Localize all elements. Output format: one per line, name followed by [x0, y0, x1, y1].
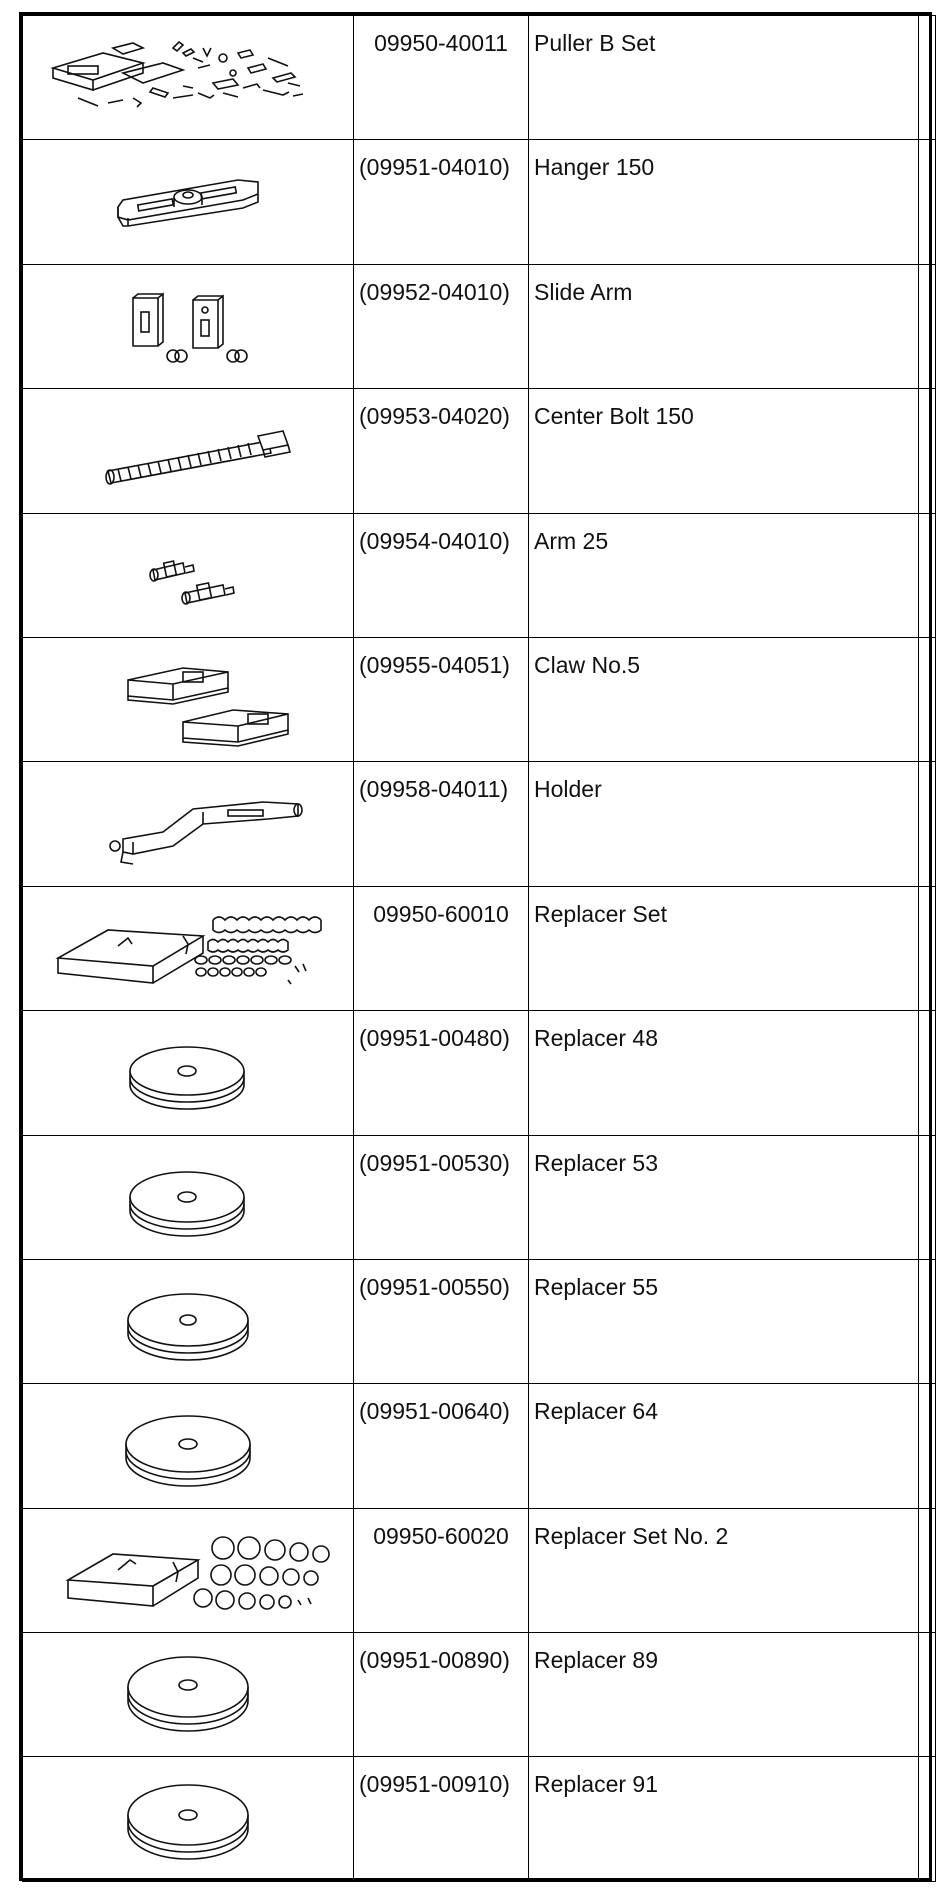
table-row — [23, 762, 936, 886]
empty-cell — [919, 1011, 936, 1135]
tool-illustration-cell — [23, 762, 354, 886]
empty-cell — [919, 389, 936, 513]
arm-icon — [33, 525, 343, 625]
tool-illustration-cell — [23, 1757, 354, 1881]
replacer-disc-icon — [33, 1272, 343, 1372]
empty-cell — [919, 762, 936, 886]
tool-illustration-cell — [23, 886, 354, 1010]
tool-illustration-cell — [23, 140, 354, 264]
tool-name: Replacer 48 — [529, 1011, 919, 1135]
tool-name: Center Bolt 150 — [529, 389, 919, 513]
tool-name: Hanger 150 — [529, 140, 919, 264]
tool-name: Puller B Set — [529, 16, 919, 140]
tool-illustration-cell — [23, 1135, 354, 1259]
replacer-set-icon — [33, 1520, 343, 1620]
part-number: (09951-00550) — [354, 1259, 529, 1383]
empty-cell — [919, 1633, 936, 1757]
replacer-disc-icon — [33, 1645, 343, 1745]
tool-name: Replacer Set No. 2 — [529, 1508, 919, 1632]
tool-illustration-cell — [23, 1259, 354, 1383]
part-number: (09955-04051) — [354, 637, 529, 761]
empty-cell — [919, 16, 936, 140]
center-bolt-icon — [33, 401, 343, 501]
table-row — [23, 16, 936, 140]
table-row — [23, 886, 936, 1010]
holder-icon — [33, 774, 343, 874]
table-row — [23, 1508, 936, 1632]
tool-name: Claw No.5 — [529, 637, 919, 761]
slide-arm-icon — [33, 276, 343, 376]
replacer-disc-icon — [33, 1396, 343, 1496]
special-tools-table — [19, 12, 932, 1881]
tool-illustration-cell — [23, 389, 354, 513]
tools-table — [22, 15, 936, 1882]
part-number: (09951-04010) — [354, 140, 529, 264]
table-row — [23, 140, 936, 264]
claw-icon — [33, 650, 343, 750]
replacer-disc-icon — [33, 1769, 343, 1869]
tool-name: Replacer 55 — [529, 1259, 919, 1383]
empty-cell — [919, 140, 936, 264]
tool-name: Slide Arm — [529, 264, 919, 388]
tool-name: Replacer Set — [529, 886, 919, 1010]
tool-illustration-cell — [23, 1508, 354, 1632]
part-number: (09954-04010) — [354, 513, 529, 637]
empty-cell — [919, 886, 936, 1010]
tool-illustration-cell — [23, 1633, 354, 1757]
table-row — [23, 389, 936, 513]
tool-illustration-cell — [23, 1011, 354, 1135]
tool-name: Holder — [529, 762, 919, 886]
part-number: 09950-40011 — [354, 16, 529, 140]
replacer-set-icon — [33, 898, 343, 998]
empty-cell — [919, 1135, 936, 1259]
table-row — [23, 1259, 936, 1383]
tool-illustration-cell — [23, 264, 354, 388]
tool-illustration-cell — [23, 1384, 354, 1508]
empty-cell — [919, 513, 936, 637]
tool-illustration-cell — [23, 513, 354, 637]
part-number: (09951-00480) — [354, 1011, 529, 1135]
part-number: (09951-00640) — [354, 1384, 529, 1508]
part-number: (09953-04020) — [354, 389, 529, 513]
hanger-icon — [33, 152, 343, 252]
table-row — [23, 1757, 936, 1881]
tool-illustration-cell — [23, 637, 354, 761]
part-number: 09950-60020 — [354, 1508, 529, 1632]
table-row — [23, 1011, 936, 1135]
tool-illustration-cell — [23, 16, 354, 140]
part-number: (09951-00530) — [354, 1135, 529, 1259]
part-number: (09958-04011) — [354, 762, 529, 886]
part-number: (09951-00910) — [354, 1757, 529, 1881]
empty-cell — [919, 637, 936, 761]
tool-name: Arm 25 — [529, 513, 919, 637]
table-row — [23, 1633, 936, 1757]
replacer-disc-icon — [33, 1023, 343, 1123]
table-row — [23, 637, 936, 761]
tool-name: Replacer 53 — [529, 1135, 919, 1259]
tool-name: Replacer 89 — [529, 1633, 919, 1757]
empty-cell — [919, 1757, 936, 1881]
table-row — [23, 513, 936, 637]
empty-cell — [919, 1508, 936, 1632]
table-row — [23, 1384, 936, 1508]
replacer-disc-icon — [33, 1147, 343, 1247]
tool-name: Replacer 91 — [529, 1757, 919, 1881]
table-row — [23, 1135, 936, 1259]
empty-cell — [919, 1384, 936, 1508]
puller-set-icon — [33, 28, 343, 128]
part-number: (09951-00890) — [354, 1633, 529, 1757]
empty-cell — [919, 264, 936, 388]
table-row — [23, 264, 936, 388]
part-number: (09952-04010) — [354, 264, 529, 388]
empty-cell — [919, 1259, 936, 1383]
part-number: 09950-60010 — [354, 886, 529, 1010]
tool-name: Replacer 64 — [529, 1384, 919, 1508]
